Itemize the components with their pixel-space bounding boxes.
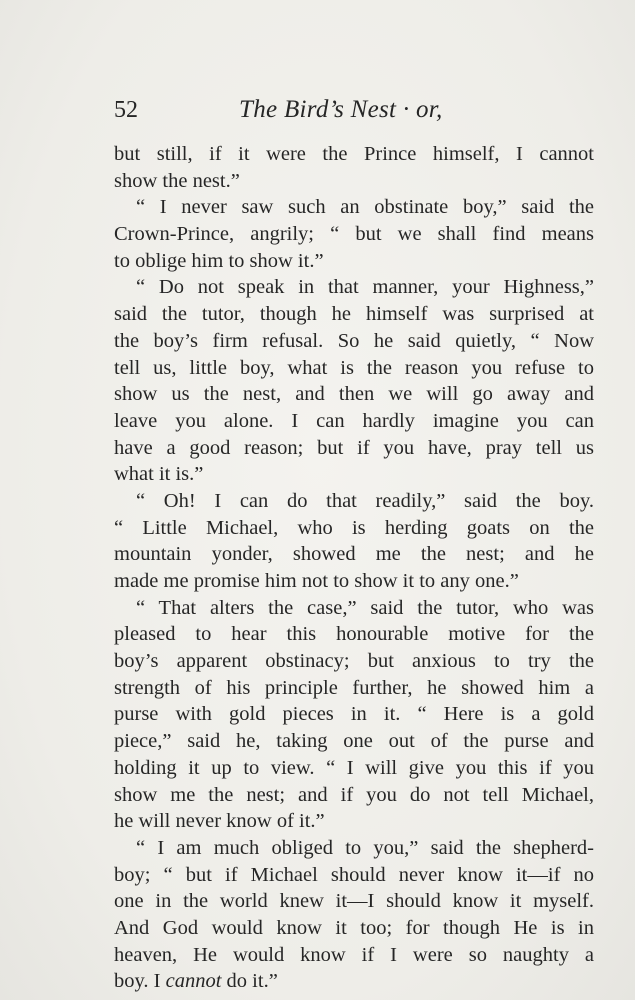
final-line-end: do it.”	[221, 970, 278, 993]
text-line: pleased to hear this honourable motive for the	[114, 623, 594, 646]
text-line: holding it up to view. “ I will give you this if you	[114, 756, 594, 779]
text-line: tell us, little boy, what is the reason you refuse to	[114, 356, 594, 379]
text-line: “ I am much obliged to you,” said the shepherd-	[136, 836, 594, 859]
running-title: The Bird’s Nest · or,	[239, 96, 443, 123]
text-line: “ Oh! I can do that readily,” said the boy.	[136, 489, 594, 512]
body-text	[114, 141, 594, 995]
text-line: “ I never saw such an obstinate boy,” said the	[136, 196, 594, 219]
emphasized-word: cannot	[165, 970, 222, 993]
text-line: to oblige him to show it.”	[114, 249, 324, 272]
text-line: show me the nest; and if you do not tell Michael,	[114, 783, 594, 806]
text-line: strength of his principle further, he showed him a	[114, 676, 594, 699]
text-line: what it is.”	[114, 463, 204, 486]
text-line: show us the nest, and then we will go away and	[114, 383, 594, 406]
text-line: heaven, He would know if I were so naughty a	[114, 943, 594, 966]
text-line: made me promise him not to show it to any one.”	[114, 570, 519, 592]
page-header	[114, 90, 594, 130]
text-line: mountain yonder, showed me the nest; and he	[114, 543, 594, 566]
page-number: 52	[114, 97, 138, 123]
text-line: boy’s apparent obstinacy; but anxious to try the	[114, 650, 594, 673]
text-line: piece,” said he, taking one out of the purse and	[114, 730, 594, 753]
text-line: “ That alters the case,” said the tutor, who was	[136, 596, 594, 619]
text-line: have a good reason; but if you have, pray tell us	[114, 436, 594, 459]
text-line: “ Do not speak in that manner, your Highness,”	[136, 276, 594, 299]
final-text-line	[114, 968, 594, 995]
text-line: the boy’s firm refusal. So he said quietly, “ Now	[114, 329, 594, 352]
text-line: show the nest.”	[114, 169, 240, 192]
text-line: “ Little Michael, who is herding goats on the	[114, 516, 594, 539]
text-line: Crown-Prince, angrily; “ but we shall find means	[114, 223, 594, 246]
text-line: one in the world knew it—I should know it myself.	[114, 890, 594, 913]
text-line: but still, if it were the Prince himself, I cannot	[114, 143, 594, 165]
text-line: said the tutor, though he himself was surprised at	[114, 303, 594, 326]
text-line: leave you alone. I can hardly imagine you can	[114, 409, 594, 432]
text-line: purse with gold pieces in it. “ Here is a gold	[114, 703, 594, 726]
final-line-start: boy. I	[114, 970, 166, 993]
text-line: boy; “ but if Michael should never know it—if no	[114, 863, 594, 886]
text-line: And God would know it too; for though He is in	[114, 916, 594, 939]
text-line: he will never know of it.”	[114, 810, 325, 833]
